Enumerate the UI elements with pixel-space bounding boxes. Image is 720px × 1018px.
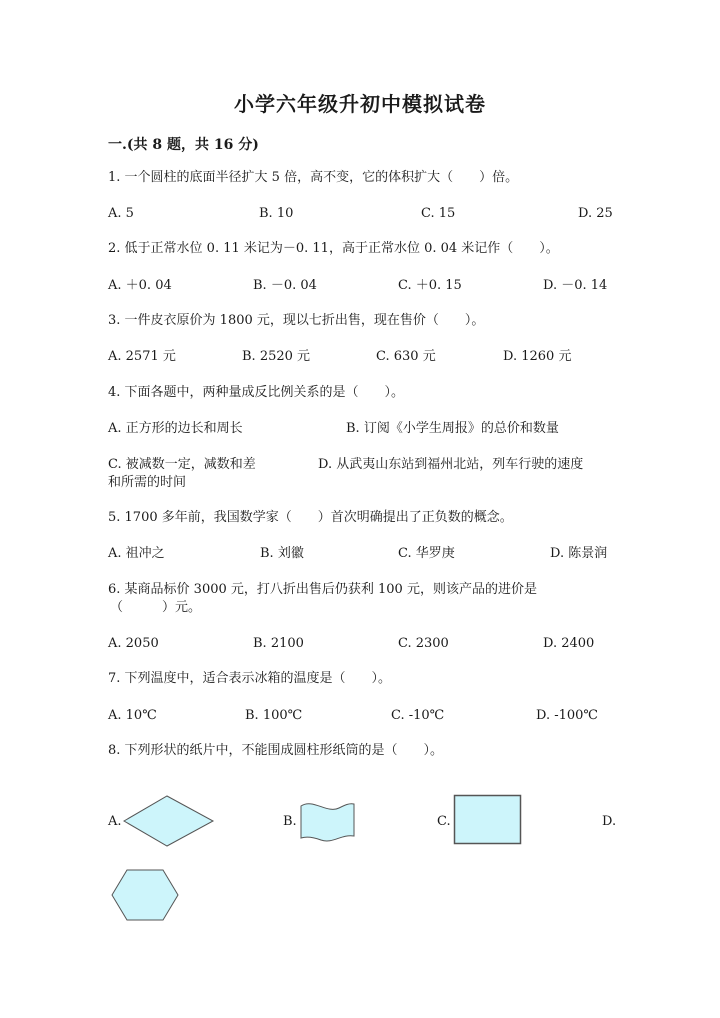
q1-option-b: B. 10	[259, 206, 294, 221]
question-8-stem: 8. 下列形状的纸片中，不能围成圆柱形纸筒的是（ ）。	[108, 743, 444, 758]
q2-option-b: B. －0. 04	[253, 278, 317, 293]
section-heading: 一.(共 8 题，共 16 分)	[108, 137, 259, 153]
q6-option-d: D. 2400	[543, 636, 595, 651]
wavy-rectangle-shape	[299, 800, 357, 844]
page-title: 小学六年级升初中模拟试卷	[234, 92, 486, 116]
q2-option-c: C. ＋0. 15	[398, 278, 462, 293]
q8-option-a: A.	[108, 814, 122, 829]
q7-option-d: D. -100℃	[536, 708, 598, 723]
question-7-stem: 7. 下列温度中，适合表示冰箱的温度是（ ）。	[108, 671, 392, 686]
q3-option-a: A. 2571 元	[108, 349, 176, 364]
question-5-stem: 5. 1700 多年前，我国数学家（ ）首次明确提出了正负数的概念。	[108, 510, 513, 525]
q4-option-d: D. 从武夷山东站到福州北站，列车行驶的速度	[318, 457, 584, 472]
q8-option-b: B.	[283, 814, 297, 829]
q6-option-c: C. 2300	[398, 636, 449, 651]
q5-option-b: B. 刘徽	[260, 546, 304, 561]
q8-option-c: C.	[437, 814, 451, 829]
rectangle-shape	[453, 794, 523, 846]
question-3-stem: 3. 一件皮衣原价为 1800 元，现以七折出售，现在售价（ ）。	[108, 313, 485, 328]
question-6-stem: 6. 某商品标价 3000 元，打八折出售后仍获利 100 元，则该产品的进价是	[108, 582, 537, 597]
question-1-stem: 1. 一个圆柱的底面半径扩大 5 倍，高不变，它的体积扩大（ ）倍。	[108, 170, 519, 185]
hexagon-shape	[110, 868, 180, 922]
q6-option-b: B. 2100	[253, 636, 304, 651]
q6-option-a: A. 2050	[108, 636, 159, 651]
q3-option-c: C. 630 元	[376, 349, 436, 364]
q1-option-d: D. 25	[578, 206, 613, 221]
q5-option-a: A. 祖冲之	[108, 546, 165, 561]
question-6-stem-continued: （ ）元。	[110, 600, 202, 615]
q4-option-a: A. 正方形的边长和周长	[108, 421, 243, 436]
q3-option-b: B. 2520 元	[242, 349, 311, 364]
q5-option-d: D. 陈景润	[550, 546, 608, 561]
q7-option-a: A. 10℃	[108, 708, 157, 723]
q2-option-a: A. ＋0. 04	[108, 278, 172, 293]
q8-option-d: D.	[602, 814, 617, 829]
q7-option-b: B. 100℃	[245, 708, 303, 723]
q5-option-c: C. 华罗庚	[398, 546, 455, 561]
q1-option-a: A. 5	[108, 206, 134, 221]
q2-option-d: D. －0. 14	[543, 278, 608, 293]
q4-option-c: C. 被减数一定，减数和差	[108, 457, 256, 472]
q7-option-c: C. -10℃	[391, 708, 445, 723]
q4-option-d-continued: 和所需的时间	[108, 475, 187, 490]
question-2-stem: 2. 低于正常水位 0. 11 米记为－0. 11，高于正常水位 0. 04 米记作（ ）。	[108, 241, 559, 256]
q4-option-b: B. 订阅《小学生周报》的总价和数量	[346, 421, 559, 436]
rhombus-shape	[122, 794, 216, 848]
q3-option-d: D. 1260 元	[503, 349, 572, 364]
question-4-stem: 4. 下面各题中，两种量成反比例关系的是（ ）。	[108, 385, 405, 400]
q1-option-c: C. 15	[421, 206, 456, 221]
